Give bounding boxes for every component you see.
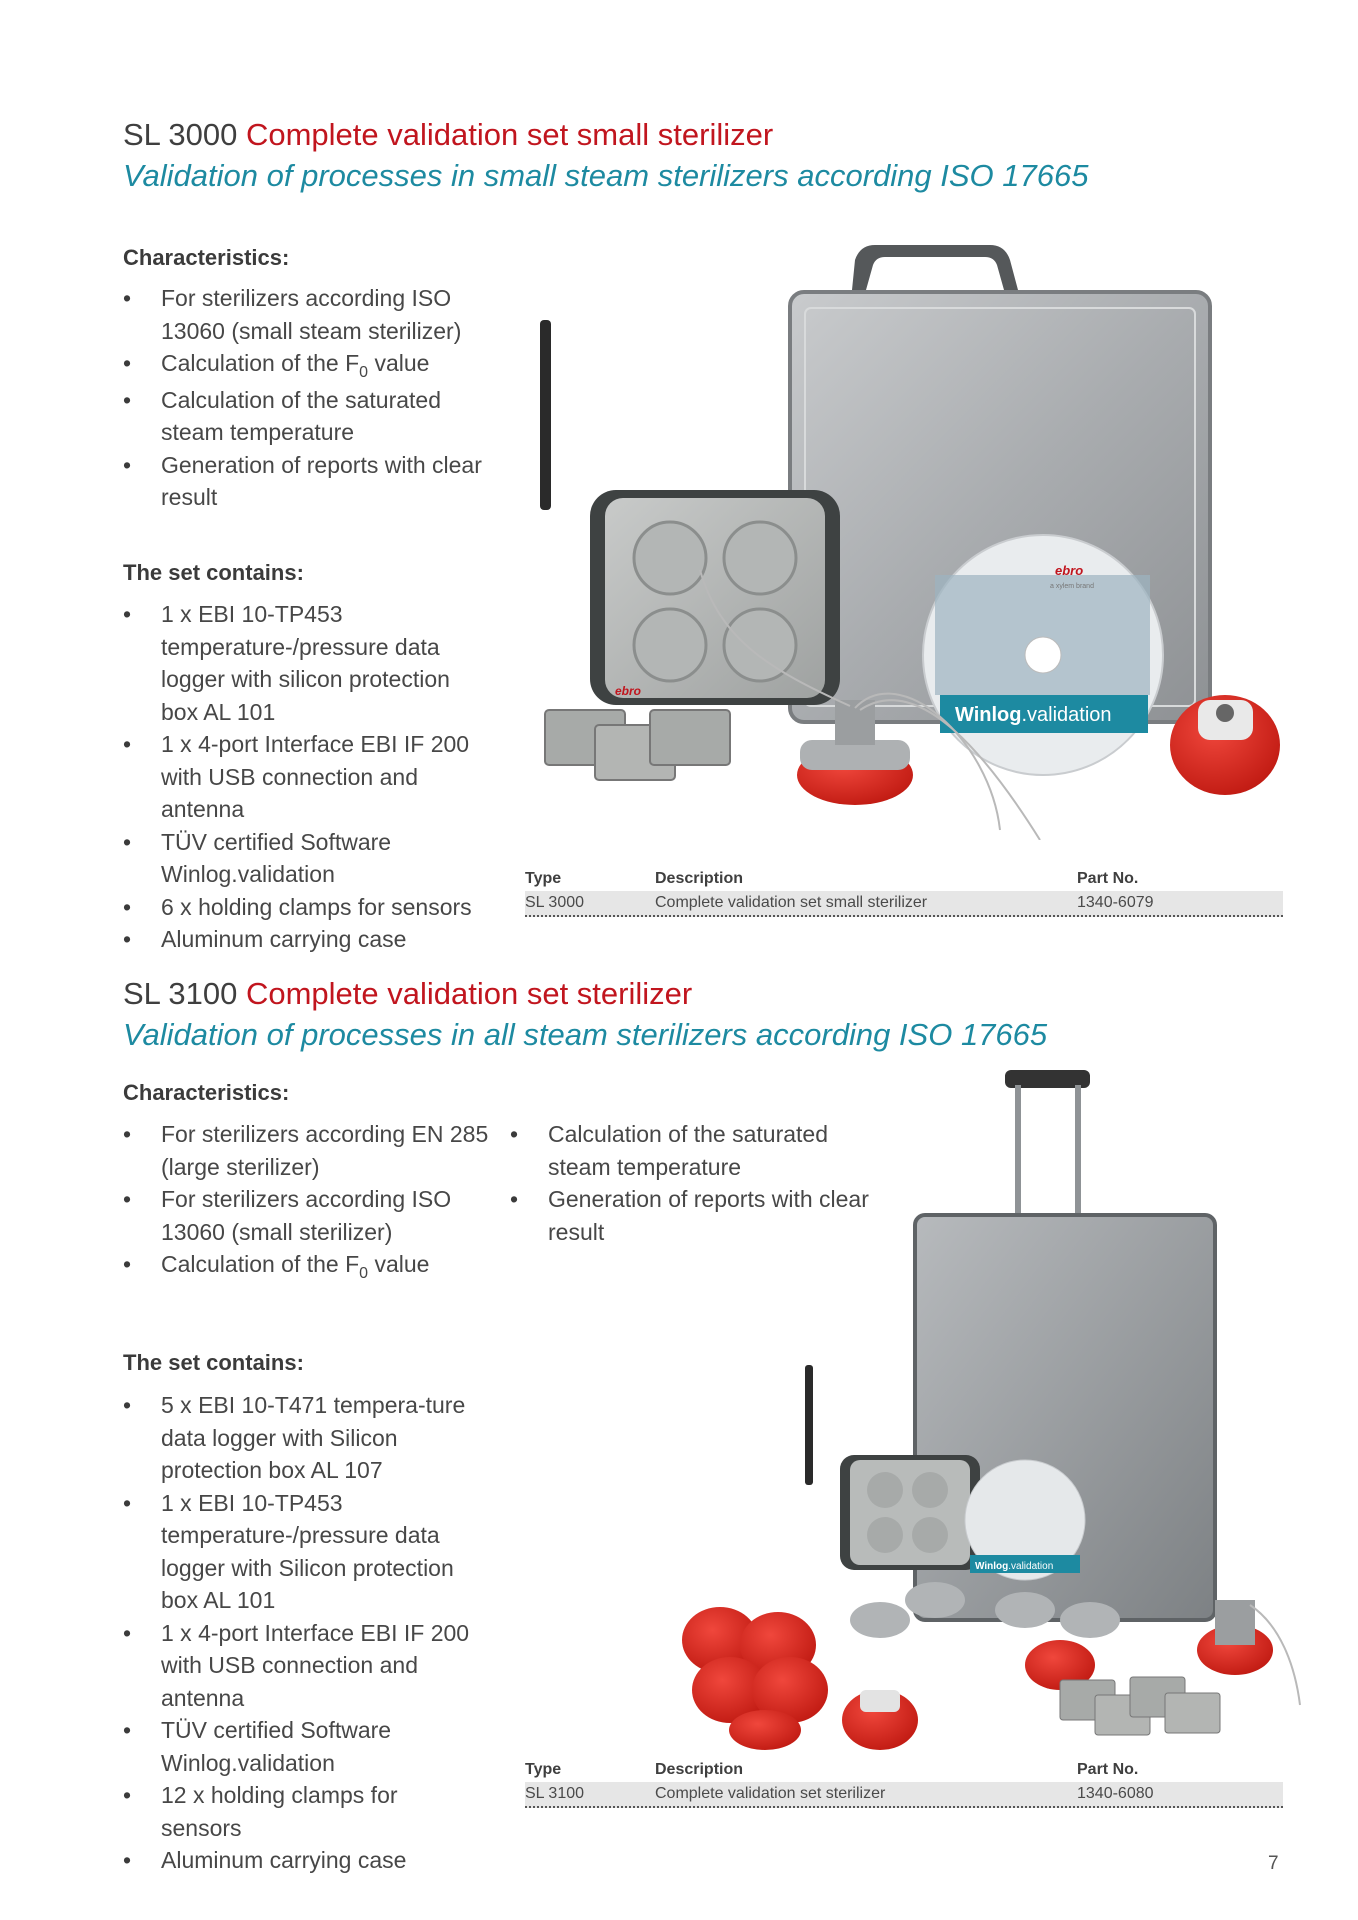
- cell-description: Complete validation set sterilizer: [655, 1785, 886, 1802]
- section2-contains-heading: The set contains:: [123, 1350, 304, 1375]
- section1-contains-heading: The set contains:: [123, 560, 304, 585]
- svg-text:a xylem brand: a xylem brand: [1050, 583, 1094, 590]
- list-item: • 5 x EBI 10-T471 tempera-ture data logger with Silicon protection box AL 107: [123, 1389, 483, 1487]
- table-header: [525, 867, 1283, 891]
- software-cd-image: [965, 1460, 1085, 1580]
- software-cd-image: [923, 535, 1163, 775]
- cell-type: SL 3100: [525, 1785, 585, 1802]
- svg-text:Winlog.validation: Winlog.validation: [955, 704, 1112, 726]
- section2-model: SL 3100: [123, 976, 238, 1011]
- list-item: • For sterilizers according EN 285 (large sterilizer): [123, 1118, 508, 1183]
- section2-order-table: [525, 1758, 1283, 1808]
- list-item: • Calculation of the $F_0$ value: [123, 347, 483, 384]
- product-photo-sl3000: [520, 240, 1290, 840]
- antenna-image: [805, 1365, 813, 1485]
- svg-text:ebro: ebro: [1055, 563, 1084, 578]
- interface-device-image: [590, 490, 840, 705]
- trolley-handle-image: [1005, 1070, 1090, 1225]
- holding-clamps-image: [1060, 1677, 1220, 1735]
- cell-description: Complete validation set small sterilizer: [655, 894, 928, 911]
- holding-clamps-image: [545, 710, 730, 780]
- list-item: • Aluminum carrying case: [123, 923, 483, 956]
- list-item: • 1 x 4-port Interface EBI IF 200 with USB connection and antenna: [123, 728, 483, 826]
- column-header-type: Type: [525, 1761, 562, 1778]
- brand-logo: ebro: [615, 684, 642, 698]
- section2-title: Complete validation set sterilizer: [245, 976, 693, 1011]
- table-header: [525, 1758, 1283, 1782]
- list-item: • For sterilizers according ISO 13060 (small sterilizer): [123, 1183, 508, 1248]
- column-header-part-no: Part No.: [1077, 1761, 1139, 1778]
- silicon-protection-box-image: [1170, 695, 1280, 795]
- list-item: • 12 x holding clamps for sensors: [123, 1779, 483, 1844]
- list-item: • Calculation of the $F_0$ value: [123, 1248, 508, 1285]
- antenna-image: [540, 320, 551, 510]
- list-item: • Calculation of the saturated steam temperature: [123, 384, 483, 449]
- section2-characteristics-left: [123, 1118, 508, 1285]
- section1-contains-list: [123, 598, 483, 956]
- section2-heading: [123, 976, 692, 1012]
- section1-title: Complete validation set small sterilizer: [245, 117, 774, 152]
- section1-characteristics-list: [123, 282, 483, 514]
- column-header-description: Description: [655, 1761, 744, 1778]
- table-row: [525, 1782, 1283, 1808]
- section2-characteristics-heading: Characteristics:: [123, 1080, 290, 1105]
- page-number: 7: [1268, 1853, 1279, 1874]
- svg-text:Winlog.validation: Winlog.validation: [975, 1561, 1054, 1572]
- list-item: • Calculation of the saturated steam temperature: [510, 1118, 890, 1183]
- section1-model: SL 3000: [123, 117, 238, 152]
- list-item: • 6 x holding clamps for sensors: [123, 891, 483, 924]
- list-item: • 1 x EBI 10-TP453 temperature-/pressure data logger with silicon protection box AL 101: [123, 598, 483, 728]
- cell-part-no: 1340-6080: [1077, 1785, 1154, 1802]
- section2-subtitle: Validation of processes in all steam sterilizers according ISO 17665: [123, 1017, 1048, 1052]
- section1-order-table: [525, 867, 1283, 917]
- column-header-part-no: Part No.: [1077, 870, 1139, 887]
- section1-characteristics-heading: Characteristics:: [123, 245, 290, 270]
- interface-device-image: [840, 1455, 980, 1570]
- product-photo-sl3100: [670, 1065, 1310, 1750]
- list-item: • 1 x 4-port Interface EBI IF 200 with USB connection and antenna: [123, 1617, 483, 1715]
- cell-part-no: 1340-6079: [1077, 894, 1154, 911]
- section2-contains-list: [123, 1389, 483, 1877]
- column-header-type: Type: [525, 870, 562, 887]
- cell-type: SL 3000: [525, 894, 585, 911]
- list-item: • Generation of reports with clear result: [510, 1183, 890, 1248]
- section1-heading: [123, 117, 773, 153]
- list-item: • For sterilizers according ISO 13060 (small steam sterilizer): [123, 282, 483, 347]
- table-row: [525, 891, 1283, 917]
- list-item: • TÜV certified Software Winlog.validation: [123, 1714, 483, 1779]
- list-item: • Aluminum carrying case: [123, 1844, 483, 1877]
- list-item: • 1 x EBI 10-TP453 temperature-/pressure data logger with Silicon protection box AL 101: [123, 1487, 483, 1617]
- column-header-description: Description: [655, 870, 744, 887]
- section1-subtitle: Validation of processes in small steam sterilizers according ISO 17665: [123, 158, 1089, 193]
- list-item: • Generation of reports with clear result: [123, 449, 483, 514]
- list-item: • TÜV certified Software Winlog.validation: [123, 826, 483, 891]
